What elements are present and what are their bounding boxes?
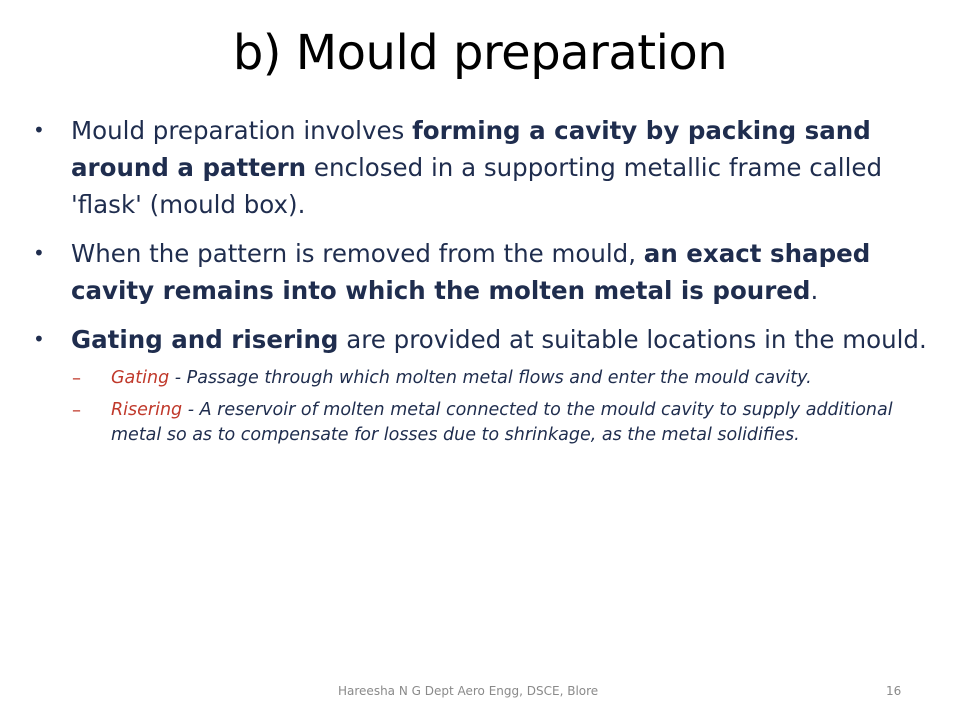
sub-bullet-marker: – xyxy=(72,368,81,389)
bullet-marker: • xyxy=(33,118,45,142)
sub-bullet-item xyxy=(30,398,930,448)
bullet-text-bold: an exact shaped cavity remains into which the molten metal is poured xyxy=(71,239,871,305)
bullet-text-bold: forming a cavity by packing sand around a pattern xyxy=(71,116,871,182)
bullet-text-part: Mould preparation involves xyxy=(71,116,413,145)
footer-source: Hareesha N G Dept Aero Engg, DSCE, Blore xyxy=(338,684,599,698)
bullet-item xyxy=(30,235,930,309)
bullet-text-part: are provided at suitable locations in the mould. xyxy=(338,325,927,354)
sub-bullet-term: Risering xyxy=(111,400,183,420)
sub-bullet-item xyxy=(30,366,930,391)
bullet-text-part: When the pattern is removed from the mould, xyxy=(71,239,644,268)
bullet-text-bold: Gating and risering xyxy=(71,325,339,354)
bullet-item xyxy=(30,112,930,223)
bullet-marker: • xyxy=(33,327,45,351)
slide-content xyxy=(30,112,930,455)
sub-bullet-marker: – xyxy=(72,400,81,421)
bullet-marker: • xyxy=(33,241,45,265)
slide-footer xyxy=(0,680,960,704)
bullet-text-part: enclosed in a supporting metallic frame called 'flask' (mould box). xyxy=(71,153,883,219)
sub-bullet-term: Gating xyxy=(111,368,170,388)
bullet-item xyxy=(30,321,930,358)
sub-bullet-text: - A reservoir of molten metal connected to the mould cavity to supply additional metal so as to compensate for losses due to shrinkage, as the metal solidifies. xyxy=(111,400,893,445)
page-number: 16 xyxy=(886,684,902,698)
sub-bullet-text: - Passage through which molten metal flows and enter the mould cavity. xyxy=(169,368,812,388)
bullet-text-part: . xyxy=(810,276,819,305)
slide-title: b) Mould preparation xyxy=(232,25,728,81)
